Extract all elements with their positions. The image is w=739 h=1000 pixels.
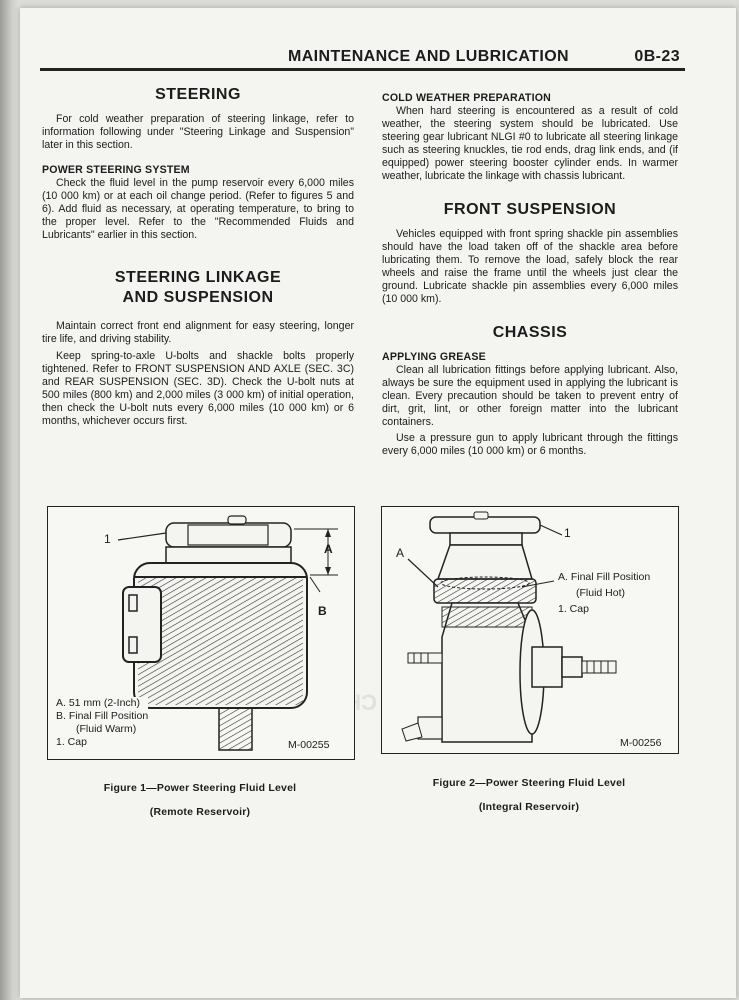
figure-2-caption bbox=[381, 777, 677, 813]
linkage-heading bbox=[42, 268, 354, 308]
figure-2-legend-a2: (Fluid Hot) bbox=[576, 587, 626, 599]
left-column bbox=[42, 88, 354, 428]
page-header bbox=[288, 48, 680, 66]
figure-1-legend-a: A. 51 mm (2-Inch) bbox=[56, 697, 141, 709]
applying-grease-heading: APPLYING GREASE bbox=[382, 351, 486, 363]
figure-1-code: M-00255 bbox=[288, 739, 330, 751]
figure-1-callout-a: A bbox=[324, 542, 333, 556]
figure-1-legend bbox=[56, 697, 148, 749]
right-column bbox=[382, 92, 678, 458]
header-title: MAINTENANCE AND LUBRICATION bbox=[288, 48, 570, 65]
figure-1-legend-b: B. Final Fill Position bbox=[56, 710, 149, 722]
figure-2-code: M-00256 bbox=[620, 737, 662, 749]
page-number: 0B-23 bbox=[634, 48, 680, 65]
linkage-heading-line2: AND SUSPENSION bbox=[122, 289, 274, 306]
power-steering-heading: POWER STEERING SYSTEM bbox=[42, 164, 190, 176]
front-suspension-heading: FRONT SUSPENSION bbox=[443, 201, 617, 218]
figure-2-callout-1: 1 bbox=[564, 526, 571, 540]
figure-2-callout-a: A bbox=[396, 546, 405, 560]
figure-2-legend bbox=[558, 569, 650, 617]
figure-1-caption-title: Figure 1—Power Steering Fluid Level bbox=[103, 782, 297, 794]
cold-weather-text: When hard steering is encountered as a result of cold weather, the steering system should be lubricated. Use steering gear lubricant NLGI #0 to lubricate all steering linkage such as steering knuckles, tie rod ends, drag link ends, and (if equipped) power steering booster cylinder ends. In warmer weather, lubricate the linkage with chassis lubricant. bbox=[382, 105, 678, 182]
figure-2-legend-1: 1. Cap bbox=[558, 603, 589, 615]
figure-1-caption bbox=[47, 782, 353, 818]
applying-grease-text-1: Clean all lubrication fittings before applying lubricant. Also, always be sure the equipment used in applying the lubricant is clean. Every precaution should be taken to prevent entry of dirt, grit, lint, or other foreign matter into the lubricant containers. bbox=[382, 364, 678, 428]
figure-2-legend-a: A. Final Fill Position bbox=[558, 571, 651, 583]
linkage-heading-line1: STEERING LINKAGE bbox=[114, 269, 282, 286]
chassis-heading: CHASSIS bbox=[492, 324, 568, 341]
linkage-paragraph-1: Maintain correct front end alignment for easy steering, longer tire life, and driving stability. bbox=[42, 320, 354, 345]
linkage-paragraph-2: Keep spring-to-axle U-bolts and shackle bolts properly tightened. Refer to FRONT SUSPENSION AND AXLE (SEC. 3C) and REAR SUSPENSION (SEC. 3D). Check the U-bolt nuts at 500 miles (800 km) and 2,000 miles (3 000 km) of initial operation, then check the U-bolt nuts every 6,000 miles (10 000 km) or 6 months, whichever occurs first. bbox=[42, 350, 354, 427]
figure-1-legend-b2: (Fluid Warm) bbox=[76, 723, 137, 735]
figure-1-callout-1: 1 bbox=[104, 532, 111, 546]
steering-heading: STEERING bbox=[155, 86, 241, 103]
integral-reservoir-illustration bbox=[382, 507, 678, 753]
power-steering-text: Check the fluid level in the pump reservoir every 6,000 miles (10 000 km) or at each oil change period. (Refer to figures 5 and 6). Add fluid as necessary, at operating temperature, to bring to the proper level. Refer to the "Recommended Fluids and Lubricants" earlier in this section. bbox=[42, 177, 354, 241]
figure-1-callout-b: B bbox=[318, 604, 327, 618]
applying-grease-text-2: Use a pressure gun to apply lubricant through the fittings every 6,000 miles (10 000 km) or 6 months. bbox=[382, 432, 678, 457]
steering-intro: For cold weather preparation of steering linkage, refer to information following under "Steering Linkage and Suspension" later in this section. bbox=[42, 113, 354, 151]
figure-1-caption-subtitle: (Remote Reservoir) bbox=[149, 806, 251, 818]
book-binding bbox=[0, 0, 20, 1000]
figure-2-caption-subtitle: (Integral Reservoir) bbox=[478, 801, 580, 813]
header-rule bbox=[40, 68, 685, 71]
cold-weather-heading: COLD WEATHER PREPARATION bbox=[382, 92, 551, 104]
figure-1-legend-1: 1. Cap bbox=[56, 736, 87, 748]
figure-2-caption-title: Figure 2—Power Steering Fluid Level bbox=[432, 777, 626, 789]
figure-2-box bbox=[381, 506, 679, 754]
front-suspension-text: Vehicles equipped with front spring shackle pin assemblies should have the load taken off of the shackle area before lubricating them. To remove the load, safely block the rear wheels and raise the frame until the wheels just clear the ground. Lubricate shackle pin assemblies every 6,000 miles (10 000 km). bbox=[382, 228, 678, 305]
figure-1-box bbox=[47, 506, 355, 760]
